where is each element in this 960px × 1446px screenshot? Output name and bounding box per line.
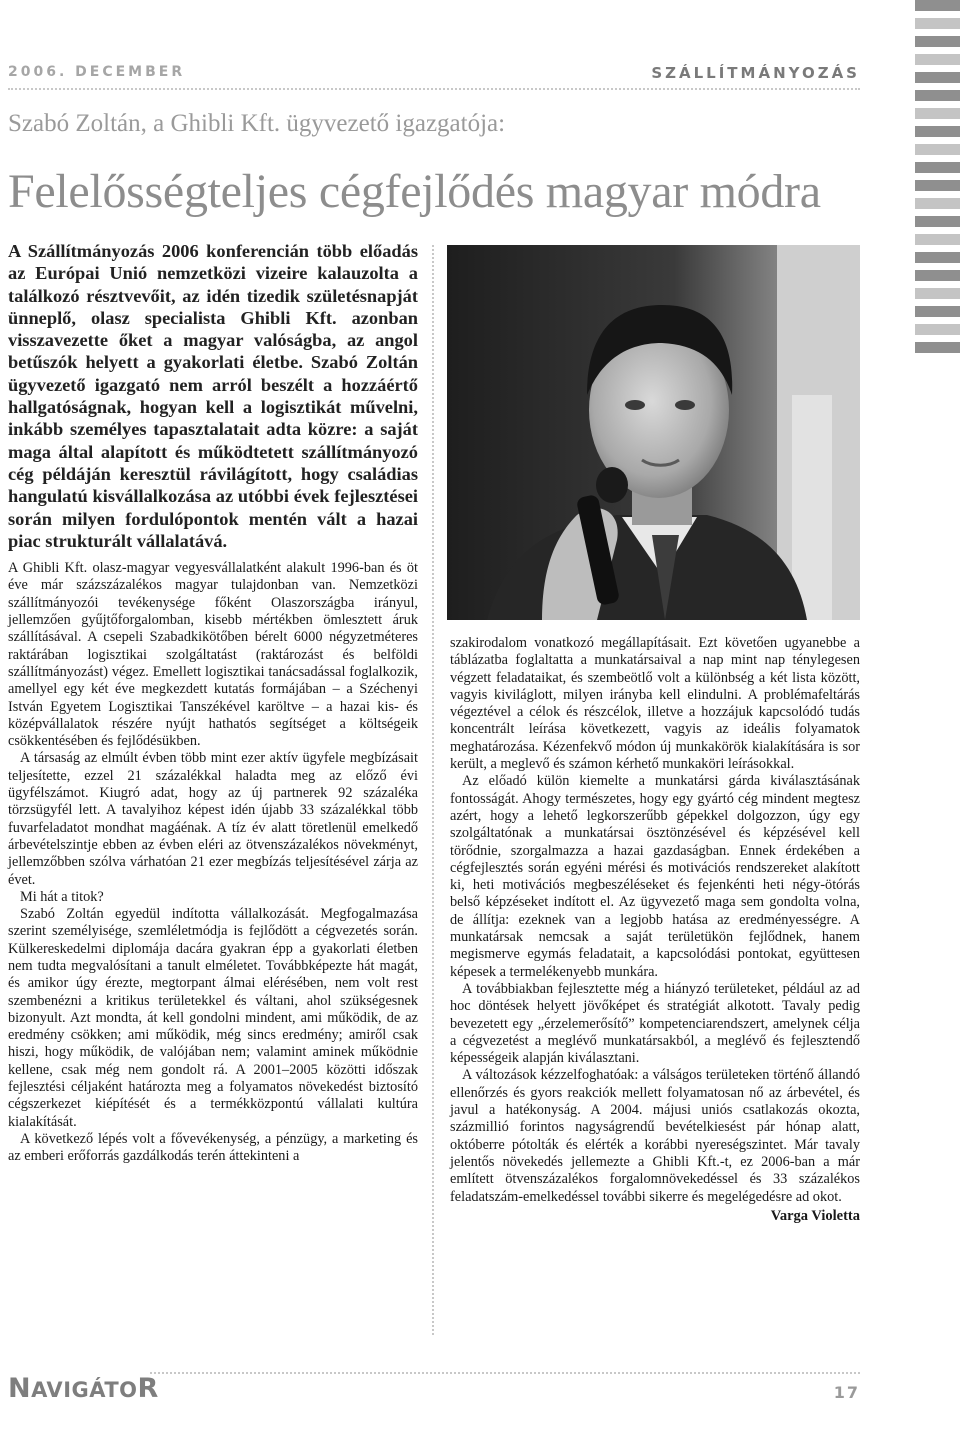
- subheading: Mi hát a titok?: [20, 888, 104, 905]
- brand-final: R: [137, 1373, 159, 1404]
- right-column: [450, 635, 860, 1225]
- article-lead: A Szállítmányozás 2006 konferencián több előadás az Európai Unió nemzetközi vizeire kalauzolta a találkozó résztvevőit, az idén tizedik születésnapját ünneplő, olasz specialista Ghibli Kft. azonban visszavezette őket a magyar valóságba, az angol betűszók helyett a gyakorlati életbe. Szabó Zoltán ügyvezető igazgató nem arról beszélt a hozzáértő hallgatóságnak, hogyan kell a logisztikát művelni, inkább személyes tapasztalatait adta közre: a saját maga által alapított és működtetett szállítmányozó cég példáján keresztül rávilágított, hogy családias hangulatú kisvállalkozása az utóbbi évek fejlesztései során milyen fordulópontok mentén vált a hazai piac strukturált vállalatává.: [8, 241, 418, 551]
- footer-divider: [150, 1372, 860, 1374]
- paragraph: szakirodalom vonatkozó megállapításait. Ezt követően ugyanebbe a táblázatba foglaltatta a munkatársaival a nap mint nap ténylegesen végzett feladataikat, és szembeötlő volt a különbség a két lista között, vagyis kiviláglott, milyen irányba kell elindulni. A problémafeltárás végeztével a célok és részcélok, illetve a hozzájuk kapcsolódó tudás koncentrált leírása következett, vagyis az ideális folyamatok meghatározása. Kézenfekvő módon új munkakörök kialakítására is sor került, a meglevő és számon kérhető munkaköri leírásokkal.: [450, 635, 860, 773]
- paragraph: A változások kézzelfoghatóak: a válságos területeken történő állandó ellenőrzés és gyors reakciók mellett folyamatosan nő az árbevétel, és javul a hatékonyság. A 2004. májusi uniós csatlakozás okozta, százmillió forintos nagyságrendű bevételkiesést pár hónap alatt, októberre pótolták és elérték a korábbi nyereségszintet. Már tavaly jelentős növekedés jellemezte a Ghibli Kft.-t, ez 2006-ban a már említett ötvenszázalékos forgalomnövekedéssel és 33 százalékos feladatszám-emelkedéssel további sikerre és megelégedésre ad okot.: [450, 1067, 860, 1205]
- paragraph: A következő lépés volt a fővevékenység, a pénzügy, a marketing és az emberi erőforrás gazdálkodás terén áttekinteni a: [8, 1130, 418, 1165]
- brand-initial: N: [8, 1373, 32, 1404]
- magazine-brand: [8, 1373, 159, 1404]
- paragraph: A Ghibli Kft. olasz-magyar vegyesvállalatként alakult 1996-ban és öt éve már százszázalékos magyar tulajdonban van. Nemzetközi szállítmányozói tevékenysége főként Olaszországba irányul, jellemzően gyűjtőforgalomban, kisebb mértékben ömlesztett áruk szállításával. A csepeli Szabadkikötőben bérelt 6000 négyzetméteres raktárában logisztikai szolgáltatást (raktározást és belföldi szállítmányozást) végez. Emellett logisztikai tanácsadással foglalkozik, amellyel egy két éve megkezdett kutatás formájában – a Széchenyi István Egyetem Logisztikai Tanszékével karöltve – a hazai kis- és középvállalatok részére nyújt hathatós segítséget a költségeik csökkentésében és fejlődésükben.: [8, 560, 418, 750]
- page-number: 17: [833, 1383, 860, 1402]
- left-column: [8, 240, 418, 1166]
- paragraph: A továbbiakban fejlesztette még a hiányzó területeket, például az ad hoc döntések helyett jövőképet és stratégiát alkotott. Tavaly pedig bevezetett egy „érzelemerősítő” kompetenciarendszert, amelynek célja a cégvezetést a meglévő munkatársakból, a meglévő és fejlesztendő képességeik alapján kiválasztani.: [450, 980, 860, 1067]
- right-body: [450, 635, 860, 1206]
- author-signature: Varga Violetta: [770, 1207, 860, 1224]
- section-title: SZÁLLÍTMÁNYOZÁS: [651, 64, 860, 82]
- brand-middle: AVIGÁTO: [31, 1378, 138, 1402]
- paragraph: Szabó Zoltán egyedül indította vállalkozását. Megfogalmazása szerint személyisége, szemléletmódja is fejlődött a cégvezetés során. Külkereskedelmi diplomája dacára gyakran épp a gyakorlati életben nem tudta megvalósítani a tanult elméletet. Továbbképezte hát magát, és amikor úgy érezte, megtorpant álmai elérésében, nem volt rest szembenézni a kritikus területekkel és váltani, ahol szükségesnek bizonyult. Azt mondta, át kell gondolni mindent, ami működik, de az eredmény csökken; ami működik, még sincs eredmény; amiről csak hiszi, hogy működik, de valójában nem; valamint aminek működnie kellene, csak még nem gondolt rá. A 2001–2005 közötti időszak fejlesztési céljaként határozta meg a folyamatos növekedést biztosító cégszerkezet kiépítését és a termékközpontú vállalati kultúra kialakítását.: [8, 906, 418, 1130]
- article-headline: Felelősségteljes cégfejlődés magyar módra: [8, 165, 821, 218]
- issue-date: 2006. DECEMBER: [8, 64, 186, 80]
- header-divider: [8, 88, 860, 90]
- speaker-photo: [447, 245, 860, 620]
- edge-decoration: [915, 0, 960, 360]
- paragraph: A társaság az elmúlt évben több mint ezer aktív ügyfele megbízásait teljesítette, ezzel 21 százalékkal haladta meg az előző évi ügyfélszámot. Kiugró adat, hogy az új partnerek 92 százaléka törzsügyfél lett. A tavalyihoz képest idén újabb 33 százalékkal több fuvarfeladatot mondhat magáénak. A tíz év alatt töretlenül emelkedő árbevételszintje ebben az évben eléri az ötvenszázalékos növekményt, jellemzőbben szólva várhatóan 21 ezer megbízás teljesítésével zárja az évet.: [8, 750, 418, 888]
- column-divider: [432, 245, 434, 1335]
- article-kicker: Szabó Zoltán, a Ghibli Kft. ügyvezető igazgatója:: [8, 110, 506, 137]
- paragraph: Az előadó külön kiemelte a munkatársi gárda kiválasztásának fontosságát. Ahogy természetes, hogy egy gyártó cég mindent megtesz azért, hogy a lehető legkorszerűbb gépekkel dolgozzon, úgy egy szolgáltatónak a munkatársai ösztönzésével és képzésével kell törődnie, szorgalmazza a hazai gazdaságban. Ennek érdekében a cégfejlesztés során egyéni mérési és motivációs rendszereket alakított ki, heti motivációs megbeszéléseket és fejenkénti heti négy-ötórás belső képzéseket indított el. Az ügyvezető maga sem gondolta volna, de állítja: ezeknek van a legjobb hatása az eredményességre. A munkatársak nemcsak a saját területükön fejlődnek, hanem megismerve egymás feladatait, a kapcsolódási pontokat, együttesen képesek a termelékenyebb munkára.: [450, 773, 860, 980]
- left-body: [8, 560, 418, 1165]
